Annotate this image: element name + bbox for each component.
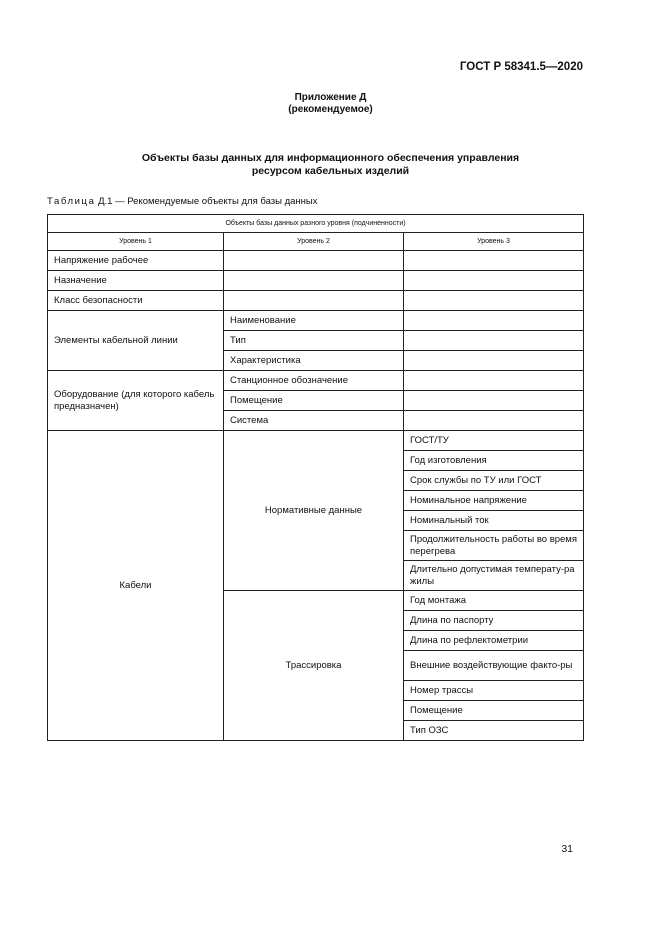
- table-row: [48, 431, 584, 451]
- empty-cell: [404, 371, 584, 391]
- cell-ozs-type: Тип ОЗС: [404, 721, 584, 741]
- document-code: ГОСТ Р 58341.5—2020: [459, 61, 583, 73]
- cell-working-voltage: Напряжение рабочее: [48, 251, 224, 271]
- cell-rated-current: Номинальный ток: [404, 511, 584, 531]
- column-header-level-2: Уровень 2: [224, 233, 404, 251]
- appendix-title: Приложение Д: [294, 92, 367, 103]
- cell-passport-length: Длина по паспорту: [404, 611, 584, 631]
- cell-reflectometry-length: Длина по рефлектометрии: [404, 631, 584, 651]
- cell-name: Наименование: [224, 311, 404, 331]
- table-caption-text: Д.1 — Рекомендуемые объекты для базы данных: [95, 196, 318, 207]
- table-row: [48, 251, 584, 271]
- table-row: [48, 311, 584, 331]
- empty-cell: [224, 271, 404, 291]
- table-row: [48, 371, 584, 391]
- column-header-level-1: Уровень 1: [48, 233, 224, 251]
- empty-cell: [404, 411, 584, 431]
- cell-gost-tu: ГОСТ/ТУ: [404, 431, 584, 451]
- document-title-line-1: Объекты базы данных для информационного обеспечения управления: [141, 152, 520, 164]
- column-header-level-3: Уровень 3: [404, 233, 584, 251]
- cell-characteristic: Характеристика: [224, 351, 404, 371]
- cell-route-number: Номер трассы: [404, 681, 584, 701]
- empty-cell: [404, 311, 584, 331]
- cell-cable-line-elements: Элементы кабельной линии: [48, 311, 224, 371]
- cell-manufacture-year: Год изготовления: [404, 451, 584, 471]
- table-row: [48, 271, 584, 291]
- cell-service-life: Срок службы по ТУ или ГОСТ: [404, 471, 584, 491]
- cell-equipment: Оборудование (для которого кабель предназначен): [48, 371, 224, 431]
- cell-type: Тип: [224, 331, 404, 351]
- cell-external-factors: Внешние воздействующие факто-ры: [404, 651, 584, 681]
- cell-overheat-duration: Продолжительность работы во время перегрева: [404, 531, 584, 561]
- table-column-header-row: [48, 233, 584, 251]
- cell-station-designation: Станционное обозначение: [224, 371, 404, 391]
- cell-core-temperature: Длительно допустимая температу-ра жилы: [404, 561, 584, 591]
- cell-installation-year: Год монтажа: [404, 591, 584, 611]
- empty-cell: [404, 291, 584, 311]
- empty-cell: [404, 271, 584, 291]
- table-group-header-row: [48, 215, 584, 233]
- cell-system: Система: [224, 411, 404, 431]
- cell-room: Помещение: [224, 391, 404, 411]
- appendix-subtitle: (рекомендуемое): [288, 104, 373, 115]
- document-title: [0, 152, 661, 178]
- cell-tracing: Трассировка: [224, 591, 404, 741]
- empty-cell: [404, 331, 584, 351]
- cell-safety-class: Класс безопасности: [48, 291, 224, 311]
- cell-purpose: Назначение: [48, 271, 224, 291]
- empty-cell: [404, 351, 584, 371]
- empty-cell: [224, 251, 404, 271]
- cell-rated-voltage: Номинальное напряжение: [404, 491, 584, 511]
- table-row: [48, 291, 584, 311]
- table-caption-prefix: Таблица: [47, 196, 96, 207]
- empty-cell: [404, 251, 584, 271]
- empty-cell: [224, 291, 404, 311]
- objects-table: [47, 214, 584, 741]
- group-header-cell: Объекты базы данных разного уровня (подчиненности): [48, 215, 584, 233]
- page-number: 31: [561, 843, 573, 855]
- empty-cell: [404, 391, 584, 411]
- appendix-heading: [0, 92, 661, 116]
- table-caption: [47, 196, 318, 207]
- cell-cables: Кабели: [48, 431, 224, 741]
- cell-tracing-room: Помещение: [404, 701, 584, 721]
- cell-normative-data: Нормативные данные: [224, 431, 404, 591]
- document-title-line-2: ресурсом кабельных изделий: [251, 165, 410, 177]
